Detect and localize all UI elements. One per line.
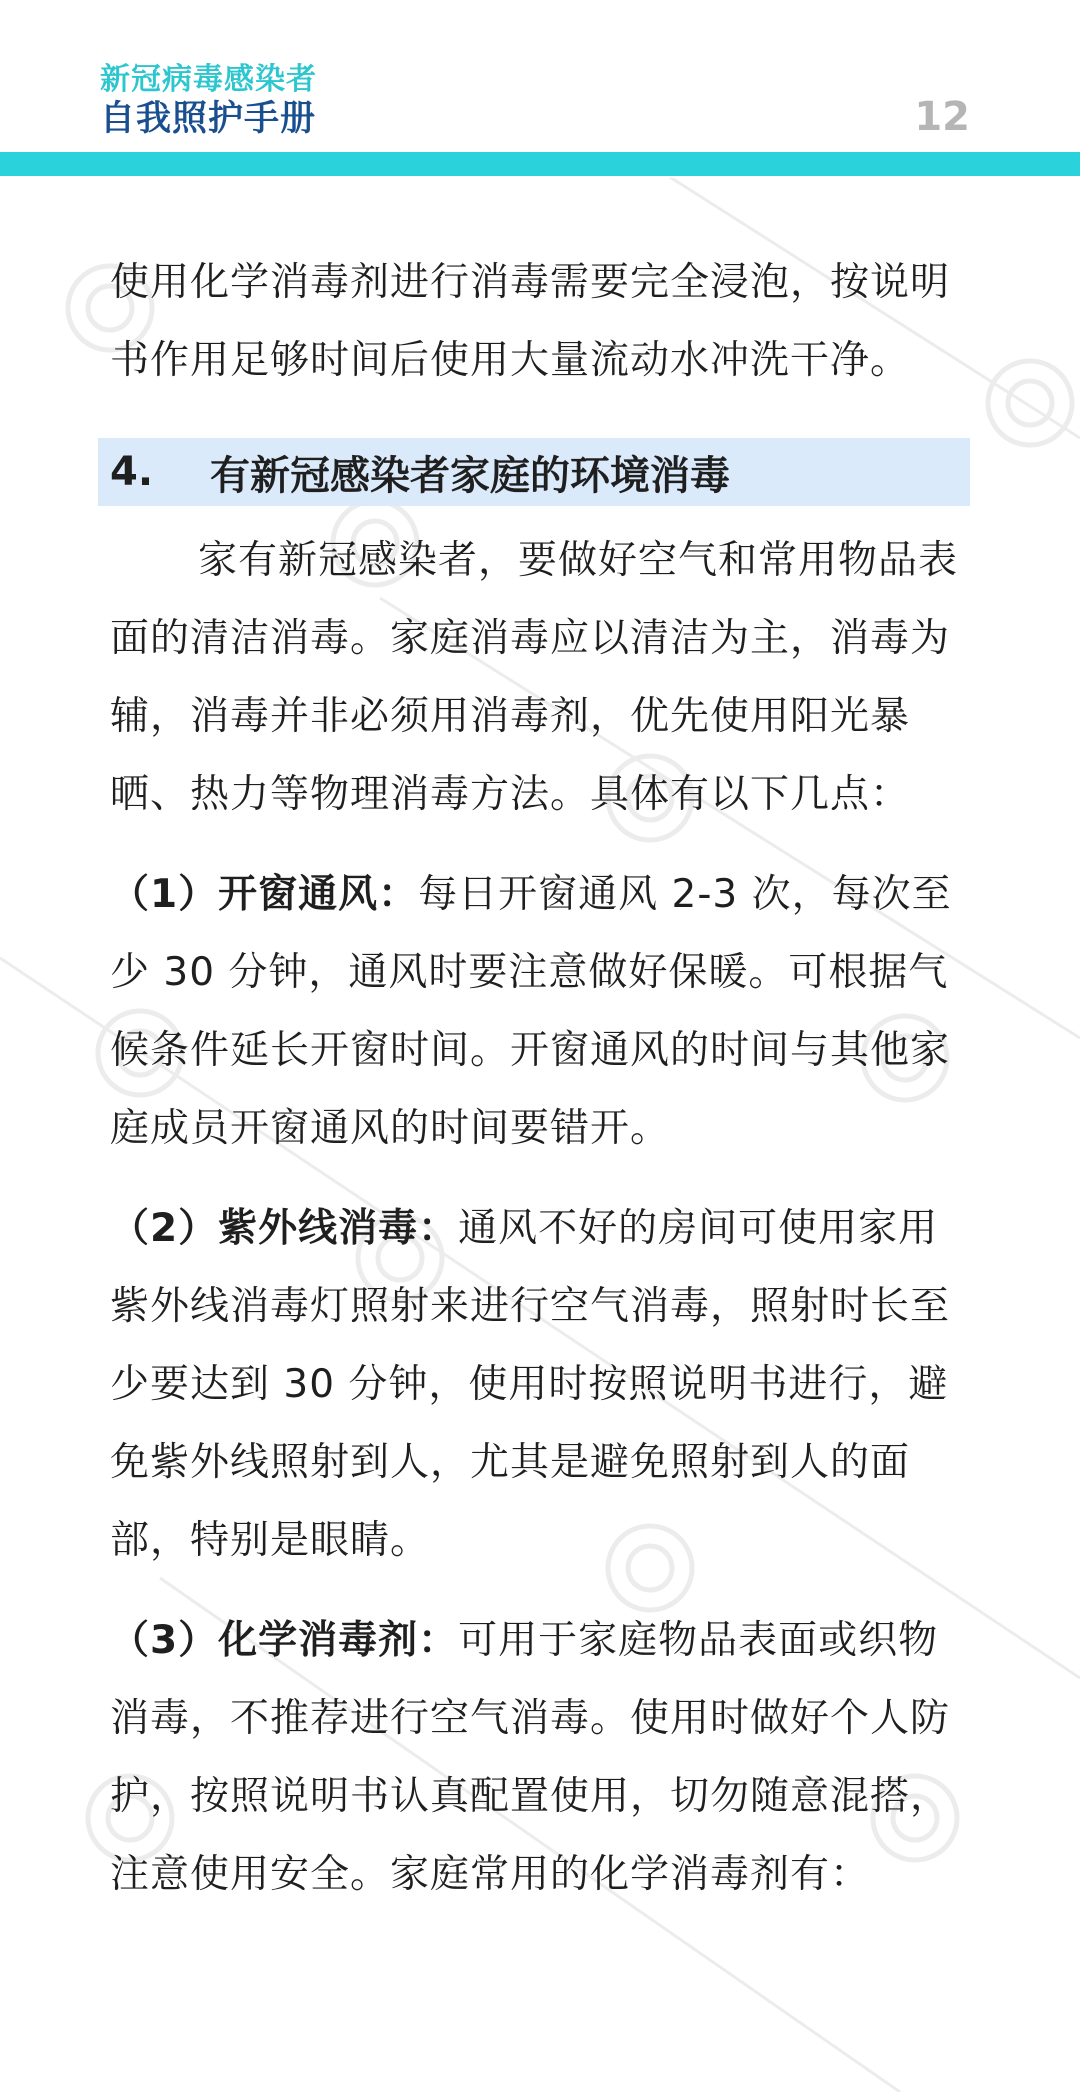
list-item-text: 通风不好的房间可使用家用紫外线消毒灯照射来进行空气消毒，照射时长至少要达到 30 分钟，使用时按照说明书进行，避免紫外线照射到人，尤其是避免照射到人的面部，特别是眼睛。 xyxy=(110,1206,951,1563)
list-item-uv-disinfection xyxy=(110,1190,970,1580)
list-item-label: （3）化学消毒剂： xyxy=(110,1618,459,1663)
list-item-label: （2）紫外线消毒： xyxy=(110,1206,459,1251)
list-item-ventilation xyxy=(110,856,970,1168)
page-number: 12 xyxy=(914,94,970,140)
watermark-seal-icon xyxy=(988,361,1072,445)
section-title: 有新冠感染者家庭的环境消毒 xyxy=(210,452,730,499)
handbook-subtitle: 新冠病毒感染者 xyxy=(100,62,317,97)
section-heading xyxy=(98,438,970,506)
header-accent-bar xyxy=(0,152,1080,176)
section-number: 4. xyxy=(110,449,154,495)
page-content xyxy=(110,244,970,1914)
intro-paragraph: 使用化学消毒剂进行消毒需要完全浸泡，按说明书作用足够时间后使用大量流动水冲洗干净。 xyxy=(110,260,951,383)
handbook-title: 自我照护手册 xyxy=(100,99,317,139)
section-intro: 家有新冠感染者，要做好空气和常用物品表面的清洁消毒。家庭消毒应以清洁为主，消毒为辅，消毒并非必须用消毒剂，优先使用阳光暴晒、热力等物理消毒方法。具体有以下几点： xyxy=(110,538,959,817)
list-item-chemical-disinfectant xyxy=(110,1602,970,1914)
list-item-text: 可用于家庭物品表面或织物消毒，不推荐进行空气消毒。使用时做好个人防护，按照说明书认真配置使用，切勿随意混搭，注意使用安全。家庭常用的化学消毒剂有： xyxy=(110,1618,951,1897)
list-item-text: 每日开窗通风 2-3 次，每次至少 30 分钟，通风时要注意做好保暖。可根据气候条件延长开窗时间。开窗通风的时间与其他家庭成员开窗通风的时间要错开。 xyxy=(110,872,952,1151)
page-header xyxy=(0,0,1080,178)
handbook-brand xyxy=(100,62,317,140)
list-item-label: （1）开窗通风： xyxy=(110,872,419,917)
